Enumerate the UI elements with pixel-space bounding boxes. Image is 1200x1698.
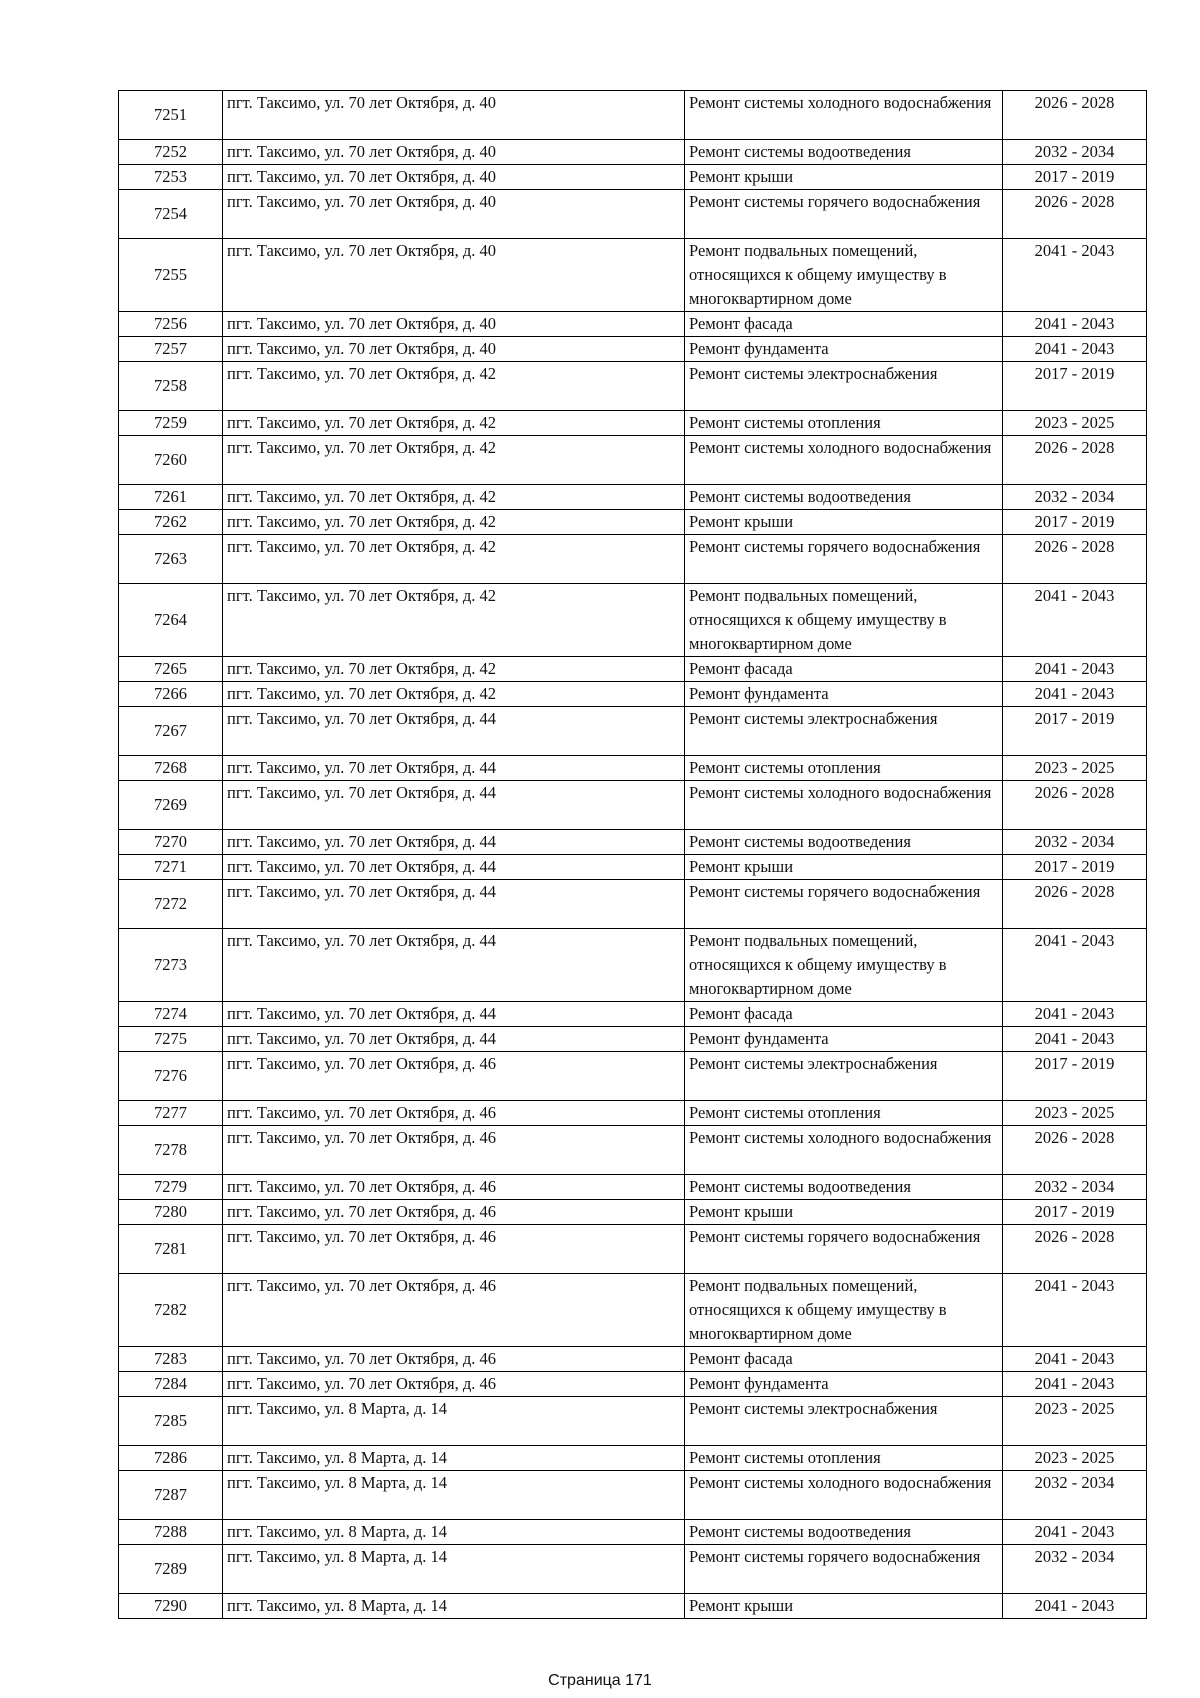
row-number-cell: 7274 [119,1002,223,1027]
table-row [119,584,1147,657]
address-cell: пгт. Таксимо, ул. 70 лет Октября, д. 44 [223,1002,685,1027]
period-cell: 2041 - 2043 [1003,1002,1147,1027]
row-number-cell: 7265 [119,657,223,682]
row-number-cell: 7288 [119,1520,223,1545]
period-cell: 2023 - 2025 [1003,1446,1147,1471]
work-type-cell: Ремонт подвальных помещений, относящихся к общему имуществу в многоквартирном доме [685,1274,1003,1347]
work-type-cell: Ремонт системы горячего водоснабжения [685,190,1003,239]
work-type-cell: Ремонт фасада [685,312,1003,337]
work-type-cell: Ремонт фундамента [685,337,1003,362]
table-row [119,855,1147,880]
table-row [119,756,1147,781]
row-number-cell: 7278 [119,1126,223,1175]
row-number-cell: 7287 [119,1471,223,1520]
table-row [119,1126,1147,1175]
address-cell: пгт. Таксимо, ул. 70 лет Октября, д. 46 [223,1225,685,1274]
row-number-cell: 7268 [119,756,223,781]
work-type-cell: Ремонт системы водоотведения [685,140,1003,165]
period-cell: 2041 - 2043 [1003,929,1147,1002]
row-number-cell: 7273 [119,929,223,1002]
row-number-cell: 7275 [119,1027,223,1052]
table-row [119,1545,1147,1594]
work-type-cell: Ремонт фасада [685,1347,1003,1372]
row-number-cell: 7266 [119,682,223,707]
address-cell: пгт. Таксимо, ул. 70 лет Октября, д. 40 [223,239,685,312]
table-row [119,190,1147,239]
address-cell: пгт. Таксимо, ул. 70 лет Октября, д. 46 [223,1175,685,1200]
row-number-cell: 7279 [119,1175,223,1200]
period-cell: 2026 - 2028 [1003,880,1147,929]
address-cell: пгт. Таксимо, ул. 70 лет Октября, д. 42 [223,411,685,436]
table-row [119,1520,1147,1545]
table-row [119,1397,1147,1446]
table-row [119,1225,1147,1274]
period-cell: 2017 - 2019 [1003,855,1147,880]
period-cell: 2041 - 2043 [1003,337,1147,362]
row-number-cell: 7285 [119,1397,223,1446]
row-number-cell: 7267 [119,707,223,756]
table-row [119,140,1147,165]
row-number-cell: 7262 [119,510,223,535]
work-type-cell: Ремонт системы горячего водоснабжения [685,1545,1003,1594]
table-row [119,1274,1147,1347]
period-cell: 2026 - 2028 [1003,1225,1147,1274]
period-cell: 2041 - 2043 [1003,584,1147,657]
row-number-cell: 7277 [119,1101,223,1126]
period-cell: 2041 - 2043 [1003,1372,1147,1397]
period-cell: 2017 - 2019 [1003,362,1147,411]
work-type-cell: Ремонт крыши [685,1594,1003,1619]
table-row [119,880,1147,929]
period-cell: 2041 - 2043 [1003,1347,1147,1372]
table-row [119,929,1147,1002]
table-row [119,411,1147,436]
address-cell: пгт. Таксимо, ул. 70 лет Октября, д. 44 [223,830,685,855]
address-cell: пгт. Таксимо, ул. 70 лет Октября, д. 42 [223,362,685,411]
table-row [119,1372,1147,1397]
period-cell: 2032 - 2034 [1003,1175,1147,1200]
period-cell: 2017 - 2019 [1003,510,1147,535]
work-type-cell: Ремонт фасада [685,1002,1003,1027]
period-cell: 2041 - 2043 [1003,1274,1147,1347]
table-row [119,436,1147,485]
row-number-cell: 7289 [119,1545,223,1594]
address-cell: пгт. Таксимо, ул. 70 лет Октября, д. 42 [223,436,685,485]
work-type-cell: Ремонт системы холодного водоснабжения [685,1126,1003,1175]
row-number-cell: 7286 [119,1446,223,1471]
row-number-cell: 7254 [119,190,223,239]
period-cell: 2026 - 2028 [1003,781,1147,830]
row-number-cell: 7269 [119,781,223,830]
work-type-cell: Ремонт системы горячего водоснабжения [685,1225,1003,1274]
work-type-cell: Ремонт крыши [685,1200,1003,1225]
period-cell: 2026 - 2028 [1003,535,1147,584]
row-number-cell: 7276 [119,1052,223,1101]
row-number-cell: 7260 [119,436,223,485]
table-row [119,707,1147,756]
row-number-cell: 7252 [119,140,223,165]
table-row [119,239,1147,312]
table-row [119,1175,1147,1200]
period-cell: 2017 - 2019 [1003,1200,1147,1225]
period-cell: 2041 - 2043 [1003,312,1147,337]
row-number-cell: 7283 [119,1347,223,1372]
row-number-cell: 7261 [119,485,223,510]
period-cell: 2026 - 2028 [1003,190,1147,239]
period-cell: 2041 - 2043 [1003,239,1147,312]
address-cell: пгт. Таксимо, ул. 70 лет Октября, д. 46 [223,1200,685,1225]
work-type-cell: Ремонт системы водоотведения [685,1520,1003,1545]
row-number-cell: 7290 [119,1594,223,1619]
work-type-cell: Ремонт системы водоотведения [685,830,1003,855]
work-type-cell: Ремонт системы отопления [685,756,1003,781]
period-cell: 2032 - 2034 [1003,1545,1147,1594]
address-cell: пгт. Таксимо, ул. 70 лет Октября, д. 42 [223,485,685,510]
work-type-cell: Ремонт системы водоотведения [685,1175,1003,1200]
address-cell: пгт. Таксимо, ул. 70 лет Октября, д. 42 [223,682,685,707]
period-cell: 2032 - 2034 [1003,485,1147,510]
work-type-cell: Ремонт системы отопления [685,1101,1003,1126]
work-type-cell: Ремонт системы электроснабжения [685,1397,1003,1446]
row-number-cell: 7271 [119,855,223,880]
work-type-cell: Ремонт крыши [685,510,1003,535]
work-type-cell: Ремонт системы отопления [685,1446,1003,1471]
address-cell: пгт. Таксимо, ул. 8 Марта, д. 14 [223,1594,685,1619]
table-row [119,1446,1147,1471]
period-cell: 2026 - 2028 [1003,1126,1147,1175]
row-number-cell: 7256 [119,312,223,337]
work-type-cell: Ремонт фундамента [685,1372,1003,1397]
period-cell: 2041 - 2043 [1003,1594,1147,1619]
address-cell: пгт. Таксимо, ул. 70 лет Октября, д. 40 [223,312,685,337]
work-type-cell: Ремонт системы холодного водоснабжения [685,91,1003,140]
row-number-cell: 7251 [119,91,223,140]
table-row [119,1002,1147,1027]
table-row [119,1052,1147,1101]
table-row [119,362,1147,411]
address-cell: пгт. Таксимо, ул. 70 лет Октября, д. 40 [223,91,685,140]
table-row [119,337,1147,362]
address-cell: пгт. Таксимо, ул. 70 лет Октября, д. 46 [223,1101,685,1126]
work-type-cell: Ремонт системы электроснабжения [685,1052,1003,1101]
row-number-cell: 7284 [119,1372,223,1397]
table-row [119,1027,1147,1052]
address-cell: пгт. Таксимо, ул. 70 лет Октября, д. 40 [223,165,685,190]
table-row [119,682,1147,707]
row-number-cell: 7264 [119,584,223,657]
address-cell: пгт. Таксимо, ул. 8 Марта, д. 14 [223,1446,685,1471]
period-cell: 2041 - 2043 [1003,657,1147,682]
table-body [119,91,1147,1619]
address-cell: пгт. Таксимо, ул. 70 лет Октября, д. 46 [223,1052,685,1101]
address-cell: пгт. Таксимо, ул. 70 лет Октября, д. 42 [223,657,685,682]
work-type-cell: Ремонт фундамента [685,1027,1003,1052]
period-cell: 2023 - 2025 [1003,1397,1147,1446]
page-number: Страница 171 [548,1672,652,1689]
work-type-cell: Ремонт системы холодного водоснабжения [685,781,1003,830]
table-row [119,781,1147,830]
address-cell: пгт. Таксимо, ул. 70 лет Октября, д. 44 [223,1027,685,1052]
period-cell: 2017 - 2019 [1003,165,1147,190]
row-number-cell: 7255 [119,239,223,312]
address-cell: пгт. Таксимо, ул. 70 лет Октября, д. 46 [223,1372,685,1397]
row-number-cell: 7281 [119,1225,223,1274]
address-cell: пгт. Таксимо, ул. 70 лет Октября, д. 44 [223,855,685,880]
table-row [119,1200,1147,1225]
address-cell: пгт. Таксимо, ул. 70 лет Октября, д. 44 [223,929,685,1002]
table-row [119,830,1147,855]
row-number-cell: 7272 [119,880,223,929]
row-number-cell: 7263 [119,535,223,584]
work-type-cell: Ремонт крыши [685,165,1003,190]
period-cell: 2032 - 2034 [1003,140,1147,165]
address-cell: пгт. Таксимо, ул. 70 лет Октября, д. 40 [223,140,685,165]
table-row [119,1347,1147,1372]
work-type-cell: Ремонт системы водоотведения [685,485,1003,510]
table-row [119,510,1147,535]
period-cell: 2017 - 2019 [1003,1052,1147,1101]
table-row [119,657,1147,682]
address-cell: пгт. Таксимо, ул. 70 лет Октября, д. 42 [223,510,685,535]
period-cell: 2032 - 2034 [1003,1471,1147,1520]
address-cell: пгт. Таксимо, ул. 70 лет Октября, д. 42 [223,584,685,657]
period-cell: 2041 - 2043 [1003,1520,1147,1545]
table-row [119,1594,1147,1619]
table-row [119,485,1147,510]
address-cell: пгт. Таксимо, ул. 8 Марта, д. 14 [223,1545,685,1594]
table-row [119,1101,1147,1126]
address-cell: пгт. Таксимо, ул. 70 лет Октября, д. 44 [223,880,685,929]
row-number-cell: 7257 [119,337,223,362]
address-cell: пгт. Таксимо, ул. 70 лет Октября, д. 44 [223,781,685,830]
period-cell: 2041 - 2043 [1003,1027,1147,1052]
period-cell: 2041 - 2043 [1003,682,1147,707]
work-type-cell: Ремонт системы электроснабжения [685,707,1003,756]
address-cell: пгт. Таксимо, ул. 8 Марта, д. 14 [223,1520,685,1545]
row-number-cell: 7280 [119,1200,223,1225]
work-type-cell: Ремонт системы электроснабжения [685,362,1003,411]
row-number-cell: 7259 [119,411,223,436]
row-number-cell: 7253 [119,165,223,190]
work-type-cell: Ремонт системы холодного водоснабжения [685,1471,1003,1520]
table-row [119,535,1147,584]
address-cell: пгт. Таксимо, ул. 70 лет Октября, д. 46 [223,1347,685,1372]
row-number-cell: 7282 [119,1274,223,1347]
address-cell: пгт. Таксимо, ул. 8 Марта, д. 14 [223,1397,685,1446]
table-row [119,1471,1147,1520]
work-type-cell: Ремонт системы горячего водоснабжения [685,535,1003,584]
period-cell: 2026 - 2028 [1003,436,1147,485]
period-cell: 2032 - 2034 [1003,830,1147,855]
row-number-cell: 7270 [119,830,223,855]
row-number-cell: 7258 [119,362,223,411]
period-cell: 2026 - 2028 [1003,91,1147,140]
work-type-cell: Ремонт фасада [685,657,1003,682]
address-cell: пгт. Таксимо, ул. 70 лет Октября, д. 46 [223,1274,685,1347]
period-cell: 2023 - 2025 [1003,1101,1147,1126]
repair-schedule-table [118,90,1147,1619]
work-type-cell: Ремонт крыши [685,855,1003,880]
address-cell: пгт. Таксимо, ул. 70 лет Октября, д. 46 [223,1126,685,1175]
work-type-cell: Ремонт системы горячего водоснабжения [685,880,1003,929]
period-cell: 2023 - 2025 [1003,756,1147,781]
period-cell: 2017 - 2019 [1003,707,1147,756]
address-cell: пгт. Таксимо, ул. 70 лет Октября, д. 40 [223,337,685,362]
work-type-cell: Ремонт фундамента [685,682,1003,707]
address-cell: пгт. Таксимо, ул. 70 лет Октября, д. 42 [223,535,685,584]
address-cell: пгт. Таксимо, ул. 70 лет Октября, д. 44 [223,707,685,756]
table-row [119,91,1147,140]
period-cell: 2023 - 2025 [1003,411,1147,436]
address-cell: пгт. Таксимо, ул. 70 лет Октября, д. 40 [223,190,685,239]
work-type-cell: Ремонт подвальных помещений, относящихся к общему имуществу в многоквартирном доме [685,239,1003,312]
table-row [119,312,1147,337]
address-cell: пгт. Таксимо, ул. 70 лет Октября, д. 44 [223,756,685,781]
work-type-cell: Ремонт подвальных помещений, относящихся к общему имуществу в многоквартирном доме [685,929,1003,1002]
work-type-cell: Ремонт подвальных помещений, относящихся к общему имуществу в многоквартирном доме [685,584,1003,657]
table-row [119,165,1147,190]
work-type-cell: Ремонт системы отопления [685,411,1003,436]
work-type-cell: Ремонт системы холодного водоснабжения [685,436,1003,485]
address-cell: пгт. Таксимо, ул. 8 Марта, д. 14 [223,1471,685,1520]
